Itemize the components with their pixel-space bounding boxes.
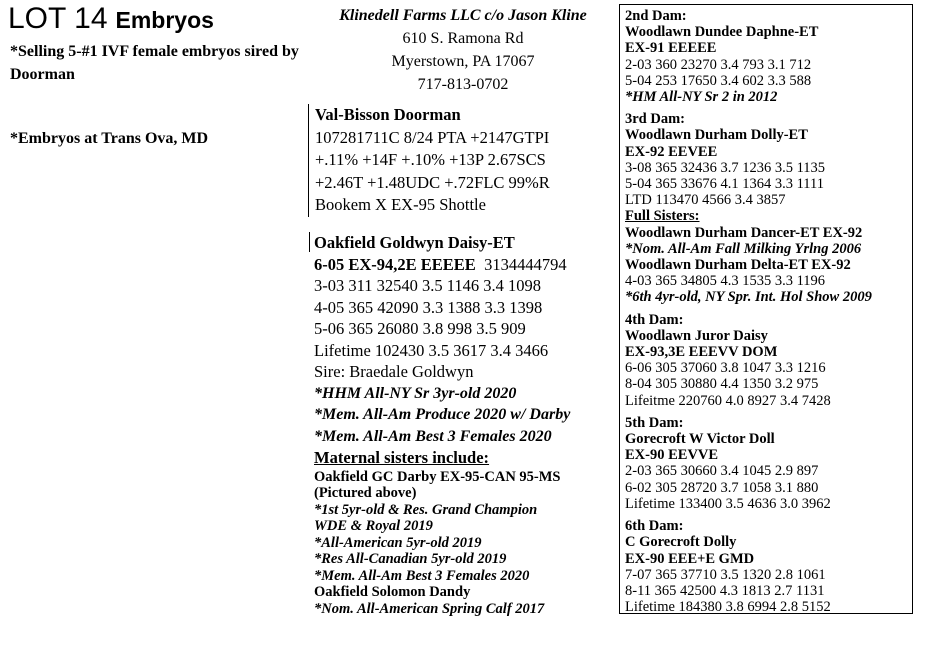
consignor-block [312,4,614,96]
dam-record: Lifetime 102430 3.5 3617 3.4 3466 [314,340,549,360]
dam-record: 5-04 253 17650 3.4 602 3.3 588 [625,72,812,89]
dam-record: 2-03 360 23270 3.4 793 3.1 712 [625,56,812,73]
dam-award: *HM All-NY Sr 2 in 2012 [625,89,778,106]
fifth-dam [625,415,872,512]
dam-classification: EX-91 EEEEE [625,40,717,57]
dam-record: 7-07 365 37710 3.5 1320 2.8 1061 [625,566,826,583]
dam-record: 6-06 305 37060 3.8 1047 3.3 1216 [625,360,826,377]
second-dam [625,8,872,105]
dam-record: 8-04 305 30880 4.4 1350 3.2 975 [625,376,819,393]
dam-label: 5th Dam: [625,414,684,431]
dam-record: Lifeitme 220760 4.0 8927 3.4 7428 [625,392,831,409]
dam-classification-line [314,254,570,276]
dam-name: Gorecroft W Victor Doll [625,431,775,448]
sister-name: Woodlawn Durham Delta-ET EX-92 [625,257,851,274]
dam-classification: EX-93,3E EEEVV DOM [625,344,778,361]
dam-record: 8-11 365 42500 4.3 1813 2.7 1131 [625,582,825,599]
sixth-dam [625,518,872,615]
dam-name: Woodlawn Juror Daisy [625,327,768,344]
dam-block [314,232,570,617]
dam-record: 6-02 305 28720 3.7 1058 3.1 880 [625,479,819,496]
lot-title [8,2,214,37]
sister-award: *6th 4yr-old, NY Spr. Int. Hol Show 2009 [625,289,872,306]
sire-line: +2.46T +1.48UDC +.72FLC 99%R [315,172,550,192]
fourth-dam [625,312,872,409]
dam-award: *Mem. All-Am Produce 2020 w/ Darby [314,406,571,423]
sire-name: Val-Bisson Doorman [315,105,461,124]
dam-record: 3-08 365 32436 3.7 1236 3.5 1135 [625,159,826,176]
sire-line: +.11% +14F +.10% +13P 2.67SCS [315,150,546,169]
sister-award: *Nom. All-Am Fall Milking Yrlng 2006 [625,240,862,257]
dam-name: Oakfield Goldwyn Daisy-ET [314,233,515,252]
dam-name: Woodlawn Dundee Daphne-ET [625,24,819,41]
dam-classification: EX-90 EEVVE [625,447,719,464]
dam-label: 2nd Dam: [625,8,687,24]
dam-classification: EX-90 EEE+E GMD [625,550,755,567]
dam-award: *Mem. All-Am Best 3 Females 2020 [314,427,552,445]
dam-classification: EX-92 EEVEE [625,143,718,160]
dam-record: 4-05 365 42090 3.3 1388 3.3 1398 [314,297,543,317]
consignor-city: Myerstown, PA 17067 [391,53,535,70]
consignor-phone: 717-813-0702 [417,76,509,93]
dam-record: Lifetime 184380 3.8 6994 2.8 5152 [625,599,831,616]
pedigree-content [625,8,872,615]
dam-name: Woodlawn Durham Dolly-ET [625,127,808,144]
sister-name: Woodlawn Durham Dancer-ET EX-92 [625,224,863,241]
lot-number: LOT 14 [8,2,108,35]
dam-label: 6th Dam: [625,518,684,535]
sister-award: *All-American 5yr-old 2019 [314,534,482,551]
sister-award: *Nom. All-American Spring Calf 2017 [314,600,545,617]
sister-award: *Res All-Canadian 5yr-old 2019 [314,551,507,567]
dam-record: 5-04 365 33676 4.1 1364 3.3 1111 [625,176,824,193]
full-sisters-label: Full Sisters: [625,208,700,225]
sister-award: WDE & Royal 2019 [314,518,433,534]
dam-label: 4th Dam: [625,311,684,328]
lot-type: Embryos [115,7,214,33]
sister-award: *Mem. All-Am Best 3 Females 2020 [314,567,530,584]
dam-record: LTD 113470 4566 3.4 3857 [625,192,786,209]
sister-award: *1st 5yr-old & Res. Grand Champion [314,501,538,518]
dam-sire: Sire: Braedale Goldwyn [314,362,474,381]
dam-record: 3-03 311 32540 3.5 1146 3.4 1098 [314,276,542,295]
dam-name: C Gorecroft Dolly [625,534,737,551]
location-note: *Embryos at Trans Ova, MD [10,130,209,147]
sister-note: (Pictured above) [314,485,417,501]
consignor-address: 610 S. Ramona Rd [402,30,524,47]
dam-record: Lifetime 133400 3.5 4636 3.0 3962 [625,495,831,512]
dam-label: 3rd Dam: [625,111,686,128]
sister-name: Oakfield Solomon Dandy [314,584,471,600]
maternal-sisters-header: Maternal sisters include: [314,448,490,467]
sire-line: Bookem X EX-95 Shottle [315,195,486,214]
sister-name: Oakfield GC Darby EX-95-CAN 95-MS [314,468,561,485]
dam-record: 5-06 365 26080 3.8 998 3.5 909 [314,319,526,338]
consignor-name: Klinedell Farms LLC c/o Jason Kline [339,7,587,24]
dam-record: 2-03 365 30660 3.4 1045 2.9 897 [625,463,819,480]
sire-line: 107281711C 8/24 PTA +2147GTPI [315,127,550,147]
dam-award: *HHM All-NY Sr 3yr-old 2020 [314,384,517,402]
selling-note: *Selling 5-#1 IVF female embryos sired by Doorman [10,43,299,83]
dam-reg: 3134444794 [484,254,567,274]
sister-record: 4-03 365 34805 4.3 1535 3.3 1196 [625,273,826,290]
sire-block [308,104,550,217]
dam-classification: 6-05 EX-94,2E EEEEE [314,254,476,274]
third-dam [625,111,872,305]
